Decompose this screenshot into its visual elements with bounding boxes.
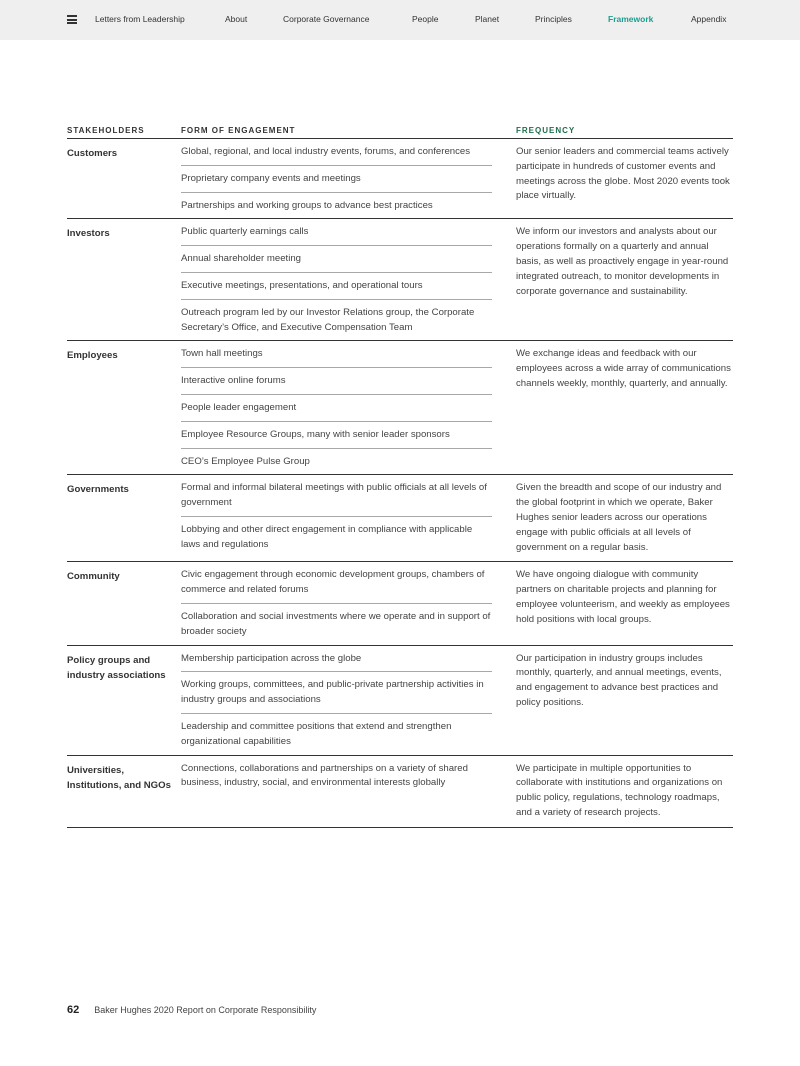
- engagement-form: Proprietary company events and meetings: [181, 166, 492, 193]
- nav-item-principles[interactable]: Principles: [535, 14, 572, 24]
- header-frequency: FREQUENCY: [516, 126, 576, 135]
- engagement-frequency: Given the breadth and scope of our industry and the global footprint in which we operate, Baker Hughes senior leaders across our operations engage with public officials at all levels of government on a regular basis.: [516, 482, 722, 553]
- engagement-frequency: We participate in multiple opportunities to collaborate with institutions and organizations on public policy, regulations, technology roadmaps, and a variety of research projects.: [516, 762, 723, 818]
- nav-item-appendix[interactable]: Appendix: [691, 14, 727, 24]
- table-row: [67, 139, 733, 219]
- nav-item-corporate-governance[interactable]: Corporate Governance: [283, 14, 370, 24]
- menu-icon[interactable]: [67, 15, 77, 24]
- engagement-form: Executive meetings, presentations, and operational tours: [181, 273, 492, 300]
- stakeholder-name: Community: [67, 571, 120, 583]
- engagement-form: Working groups, committees, and public-private partnership activities in industry groups and associations: [181, 672, 492, 714]
- nav-item-about[interactable]: About: [225, 14, 248, 24]
- stakeholder-name: Policy groups and industry associations: [67, 654, 166, 681]
- engagement-form: People leader engagement: [181, 395, 492, 422]
- engagement-form: Global, regional, and local industry events, forums, and conferences: [181, 139, 492, 166]
- table-row: [67, 475, 733, 562]
- engagement-form: Lobbying and other direct engagement in compliance with applicable laws and regulations: [181, 523, 473, 550]
- stakeholder-name: Governments: [67, 484, 129, 496]
- nav-item-people[interactable]: People: [412, 14, 439, 24]
- engagement-form: Partnerships and working groups to advance best practices: [181, 199, 433, 211]
- table-row: [67, 341, 733, 475]
- engagement-form: Public quarterly earnings calls: [181, 219, 492, 246]
- engagement-form: Outreach program led by our Investor Relations group, the Corporate Secretary’s Office, and Executive Compensation Team: [181, 306, 475, 333]
- engagement-form: Civic engagement through economic development groups, chambers of commerce and related forums: [181, 562, 492, 604]
- engagement-form: Annual shareholder meeting: [181, 246, 492, 273]
- engagement-frequency: We exchange ideas and feedback with our employees across a wide array of communications channels weekly, monthly, quarterly, and annually.: [516, 348, 731, 389]
- nav-item-letters[interactable]: Letters from Leadership: [95, 14, 185, 24]
- top-navigation: [0, 0, 800, 40]
- stakeholder-engagement-table: [67, 125, 733, 828]
- page-number: 62: [67, 1004, 80, 1016]
- stakeholder-name: Employees: [67, 350, 118, 362]
- page-footer: [67, 1004, 316, 1016]
- engagement-form: Town hall meetings: [181, 341, 492, 368]
- stakeholder-name: Customers: [67, 148, 118, 159]
- table-row: [67, 756, 733, 828]
- engagement-frequency: Our participation in industry groups includes monthly, quarterly, and annual meetings, events, and engagement to advance best practices and policy positions.: [516, 652, 722, 708]
- nav-item-framework[interactable]: Framework: [608, 14, 654, 24]
- engagement-form: CEO’s Employee Pulse Group: [181, 455, 310, 467]
- engagement-form: Employee Resource Groups, many with senior leader sponsors: [181, 422, 492, 449]
- report-title: Baker Hughes 2020 Report on Corporate Responsibility: [94, 1005, 317, 1015]
- engagement-form: Connections, collaborations and partnerships on a variety of shared business, industry, social, and environmental interests globally: [181, 762, 468, 789]
- engagement-frequency: We inform our investors and analysts about our operations formally on a quarterly and annual basis, as well as proactively engage in year-round integrated outreach, to monitor developments in corporate governance and sustainability.: [516, 226, 729, 297]
- header-form-of-engagement: FORM OF ENGAGEMENT: [181, 126, 296, 135]
- engagement-form: Leadership and committee positions that extend and strengthen organizational capabilities: [181, 720, 452, 747]
- table-row: [67, 646, 733, 756]
- engagement-form: Formal and informal bilateral meetings with public officials at all levels of government: [181, 475, 492, 517]
- header-stakeholders: STAKEHOLDERS: [67, 126, 145, 135]
- table-row: [67, 219, 733, 341]
- table-row: [67, 562, 733, 645]
- stakeholder-name: Universities, Institutions, and NGOs: [67, 764, 171, 791]
- engagement-form: Collaboration and social investments where we operate and in support of broader society: [181, 610, 491, 637]
- engagement-form: Interactive online forums: [181, 368, 492, 395]
- engagement-form: Membership participation across the globe: [181, 646, 492, 673]
- stakeholder-name: Investors: [67, 228, 110, 240]
- nav-item-planet[interactable]: Planet: [475, 14, 500, 24]
- engagement-frequency: Our senior leaders and commercial teams actively participate in hundreds of customer events and meetings across the globe. Most 2020 events took place virtually.: [516, 146, 730, 202]
- engagement-frequency: We have ongoing dialogue with community partners on charitable projects and planning for employee volunteerism, and weekly as employees hold positions with local groups.: [516, 569, 730, 625]
- table-header: [67, 125, 733, 139]
